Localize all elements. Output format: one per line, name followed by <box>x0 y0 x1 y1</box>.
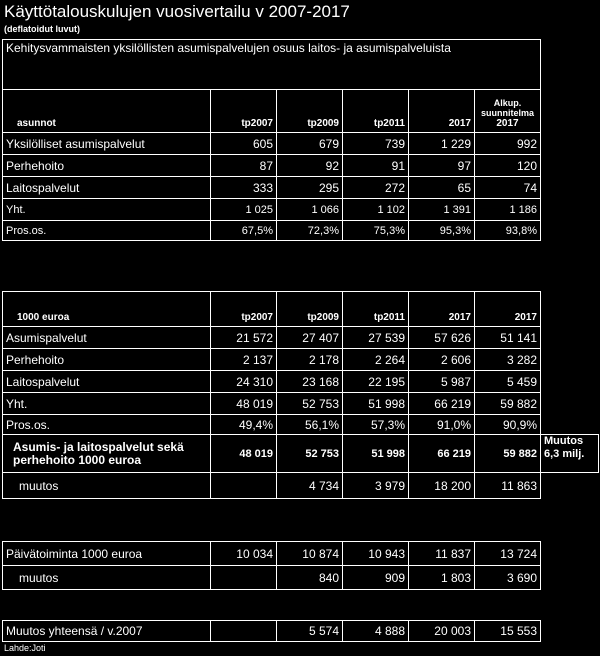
cell: 10 034 <box>211 542 277 566</box>
cell: 95,3% <box>409 221 475 241</box>
table-row <box>3 221 541 241</box>
cell: 74 <box>475 177 541 199</box>
row-label: Päivätoiminta 1000 euroa <box>3 542 211 566</box>
cell: 93,8% <box>475 221 541 241</box>
cell: 75,3% <box>343 221 409 241</box>
col-header-plan <box>475 90 541 133</box>
row-label: Yksilölliset asumispalvelut <box>3 133 211 155</box>
cell: 739 <box>343 133 409 155</box>
cell: 15 553 <box>475 621 541 642</box>
col-header: tp2007 <box>211 292 277 327</box>
row-label: Muutos yhteensä / v.2007 <box>3 621 211 642</box>
cell: 5 987 <box>409 371 475 393</box>
cell: 52 753 <box>277 435 343 473</box>
table-row <box>3 199 541 221</box>
page-subtitle: (deflatoidut luvut) <box>4 24 80 34</box>
cell: 27 539 <box>343 327 409 349</box>
cell: 120 <box>475 155 541 177</box>
col-header: 2017 <box>409 292 475 327</box>
table-row <box>3 371 599 393</box>
cell: 1 066 <box>277 199 343 221</box>
col-header: 2017 <box>409 90 475 133</box>
cell: 18 200 <box>409 473 475 499</box>
cell: 4 734 <box>277 473 343 499</box>
cell: 333 <box>211 177 277 199</box>
table-row <box>3 133 541 155</box>
cell: 11 837 <box>409 542 475 566</box>
table-row <box>3 349 599 371</box>
cell: 3 979 <box>343 473 409 499</box>
cell: 92 <box>277 155 343 177</box>
row-label: Pros.os. <box>3 415 211 435</box>
cell: 51 141 <box>475 327 541 349</box>
cell: 59 882 <box>475 393 541 415</box>
col-header: tp2011 <box>343 292 409 327</box>
total-change-table <box>2 620 541 642</box>
row-label: muutos <box>3 473 211 499</box>
table-row <box>3 155 541 177</box>
cell: 3 282 <box>475 349 541 371</box>
cell: 27 407 <box>277 327 343 349</box>
row-label: Yht. <box>3 199 211 221</box>
cell: 56,1% <box>277 415 343 435</box>
row-label: Laitospalvelut <box>3 371 211 393</box>
table-row <box>3 566 541 590</box>
cell <box>211 566 277 590</box>
cell: 91 <box>343 155 409 177</box>
row-label: Laitospalvelut <box>3 177 211 199</box>
cell: 909 <box>343 566 409 590</box>
row-label: muutos <box>3 566 211 590</box>
cell: 20 003 <box>409 621 475 642</box>
cell: 48 019 <box>211 393 277 415</box>
row-header: asunnot <box>3 90 211 133</box>
day-activity-table <box>2 541 541 590</box>
cell: 57 626 <box>409 327 475 349</box>
cell: 272 <box>343 177 409 199</box>
cell: 10 874 <box>277 542 343 566</box>
cell: 66 219 <box>409 393 475 415</box>
table-row <box>3 393 599 415</box>
col-header: tp2007 <box>211 90 277 133</box>
table-row <box>3 621 541 642</box>
table-intro: Kehitysvammaisten yksilöllisten asumispalvelujen osuus laitos- ja asumispalveluista <box>3 40 541 90</box>
cell: 5 459 <box>475 371 541 393</box>
col-header: tp2009 <box>277 292 343 327</box>
cell: 840 <box>277 566 343 590</box>
cell: 52 753 <box>277 393 343 415</box>
cell: 48 019 <box>211 435 277 473</box>
cell: 49,4% <box>211 415 277 435</box>
cell: 91,0% <box>409 415 475 435</box>
col-header: 2017 <box>475 292 541 327</box>
cell: 2 178 <box>277 349 343 371</box>
cell: 1 025 <box>211 199 277 221</box>
cell: 51 998 <box>343 435 409 473</box>
cell: 1 229 <box>409 133 475 155</box>
row-label: Perhehoito <box>3 155 211 177</box>
cell: 3 690 <box>475 566 541 590</box>
plan-header-bottom: 2017 <box>496 118 519 129</box>
sum-row <box>3 435 599 473</box>
col-header: tp2009 <box>277 90 343 133</box>
cell: 65 <box>409 177 475 199</box>
cell: 1 391 <box>409 199 475 221</box>
cell: 87 <box>211 155 277 177</box>
row-label: Asumispalvelut <box>3 327 211 349</box>
cell: 13 724 <box>475 542 541 566</box>
row-label: Perhehoito <box>3 349 211 371</box>
cell: 24 310 <box>211 371 277 393</box>
cell: 5 574 <box>277 621 343 642</box>
cell: 2 606 <box>409 349 475 371</box>
sum-label: Asumis- ja laitospalvelut sekä perhehoito 1000 euroa <box>3 435 211 473</box>
row-label: Pros.os. <box>3 221 211 241</box>
source-note: Lahde:Joti <box>4 643 46 653</box>
costs-table <box>2 291 599 499</box>
cell: 59 882 <box>475 435 541 473</box>
cell: 2 264 <box>343 349 409 371</box>
table-row <box>3 415 599 435</box>
housing-units-table <box>2 39 541 241</box>
table-row <box>3 327 599 349</box>
cell: 10 943 <box>343 542 409 566</box>
cell: 1 102 <box>343 199 409 221</box>
cell: 51 998 <box>343 393 409 415</box>
cell: 97 <box>409 155 475 177</box>
cell: 22 195 <box>343 371 409 393</box>
cell: 21 572 <box>211 327 277 349</box>
plan-header-top: Alkup. suunnitelma <box>480 98 534 118</box>
cell: 1 803 <box>409 566 475 590</box>
cell: 4 888 <box>343 621 409 642</box>
cell: 66 219 <box>409 435 475 473</box>
page-title: Käyttötalouskulujen vuosivertailu v 2007-2017 <box>4 2 350 21</box>
cell: 2 137 <box>211 349 277 371</box>
cell <box>211 473 277 499</box>
change-total-box: Muutos 6,3 milj. <box>541 435 599 473</box>
cell: 295 <box>277 177 343 199</box>
cell: 679 <box>277 133 343 155</box>
row-label: Yht. <box>3 393 211 415</box>
cell: 72,3% <box>277 221 343 241</box>
table-row <box>3 542 541 566</box>
table-row <box>3 177 541 199</box>
cell: 67,5% <box>211 221 277 241</box>
cell: 57,3% <box>343 415 409 435</box>
cell: 1 186 <box>475 199 541 221</box>
row-header: 1000 euroa <box>3 292 211 327</box>
cell: 992 <box>475 133 541 155</box>
cell: 605 <box>211 133 277 155</box>
cell: 90,9% <box>475 415 541 435</box>
cell: 11 863 <box>475 473 541 499</box>
cell <box>211 621 277 642</box>
change-row <box>3 473 599 499</box>
cell: 23 168 <box>277 371 343 393</box>
col-header: tp2011 <box>343 90 409 133</box>
